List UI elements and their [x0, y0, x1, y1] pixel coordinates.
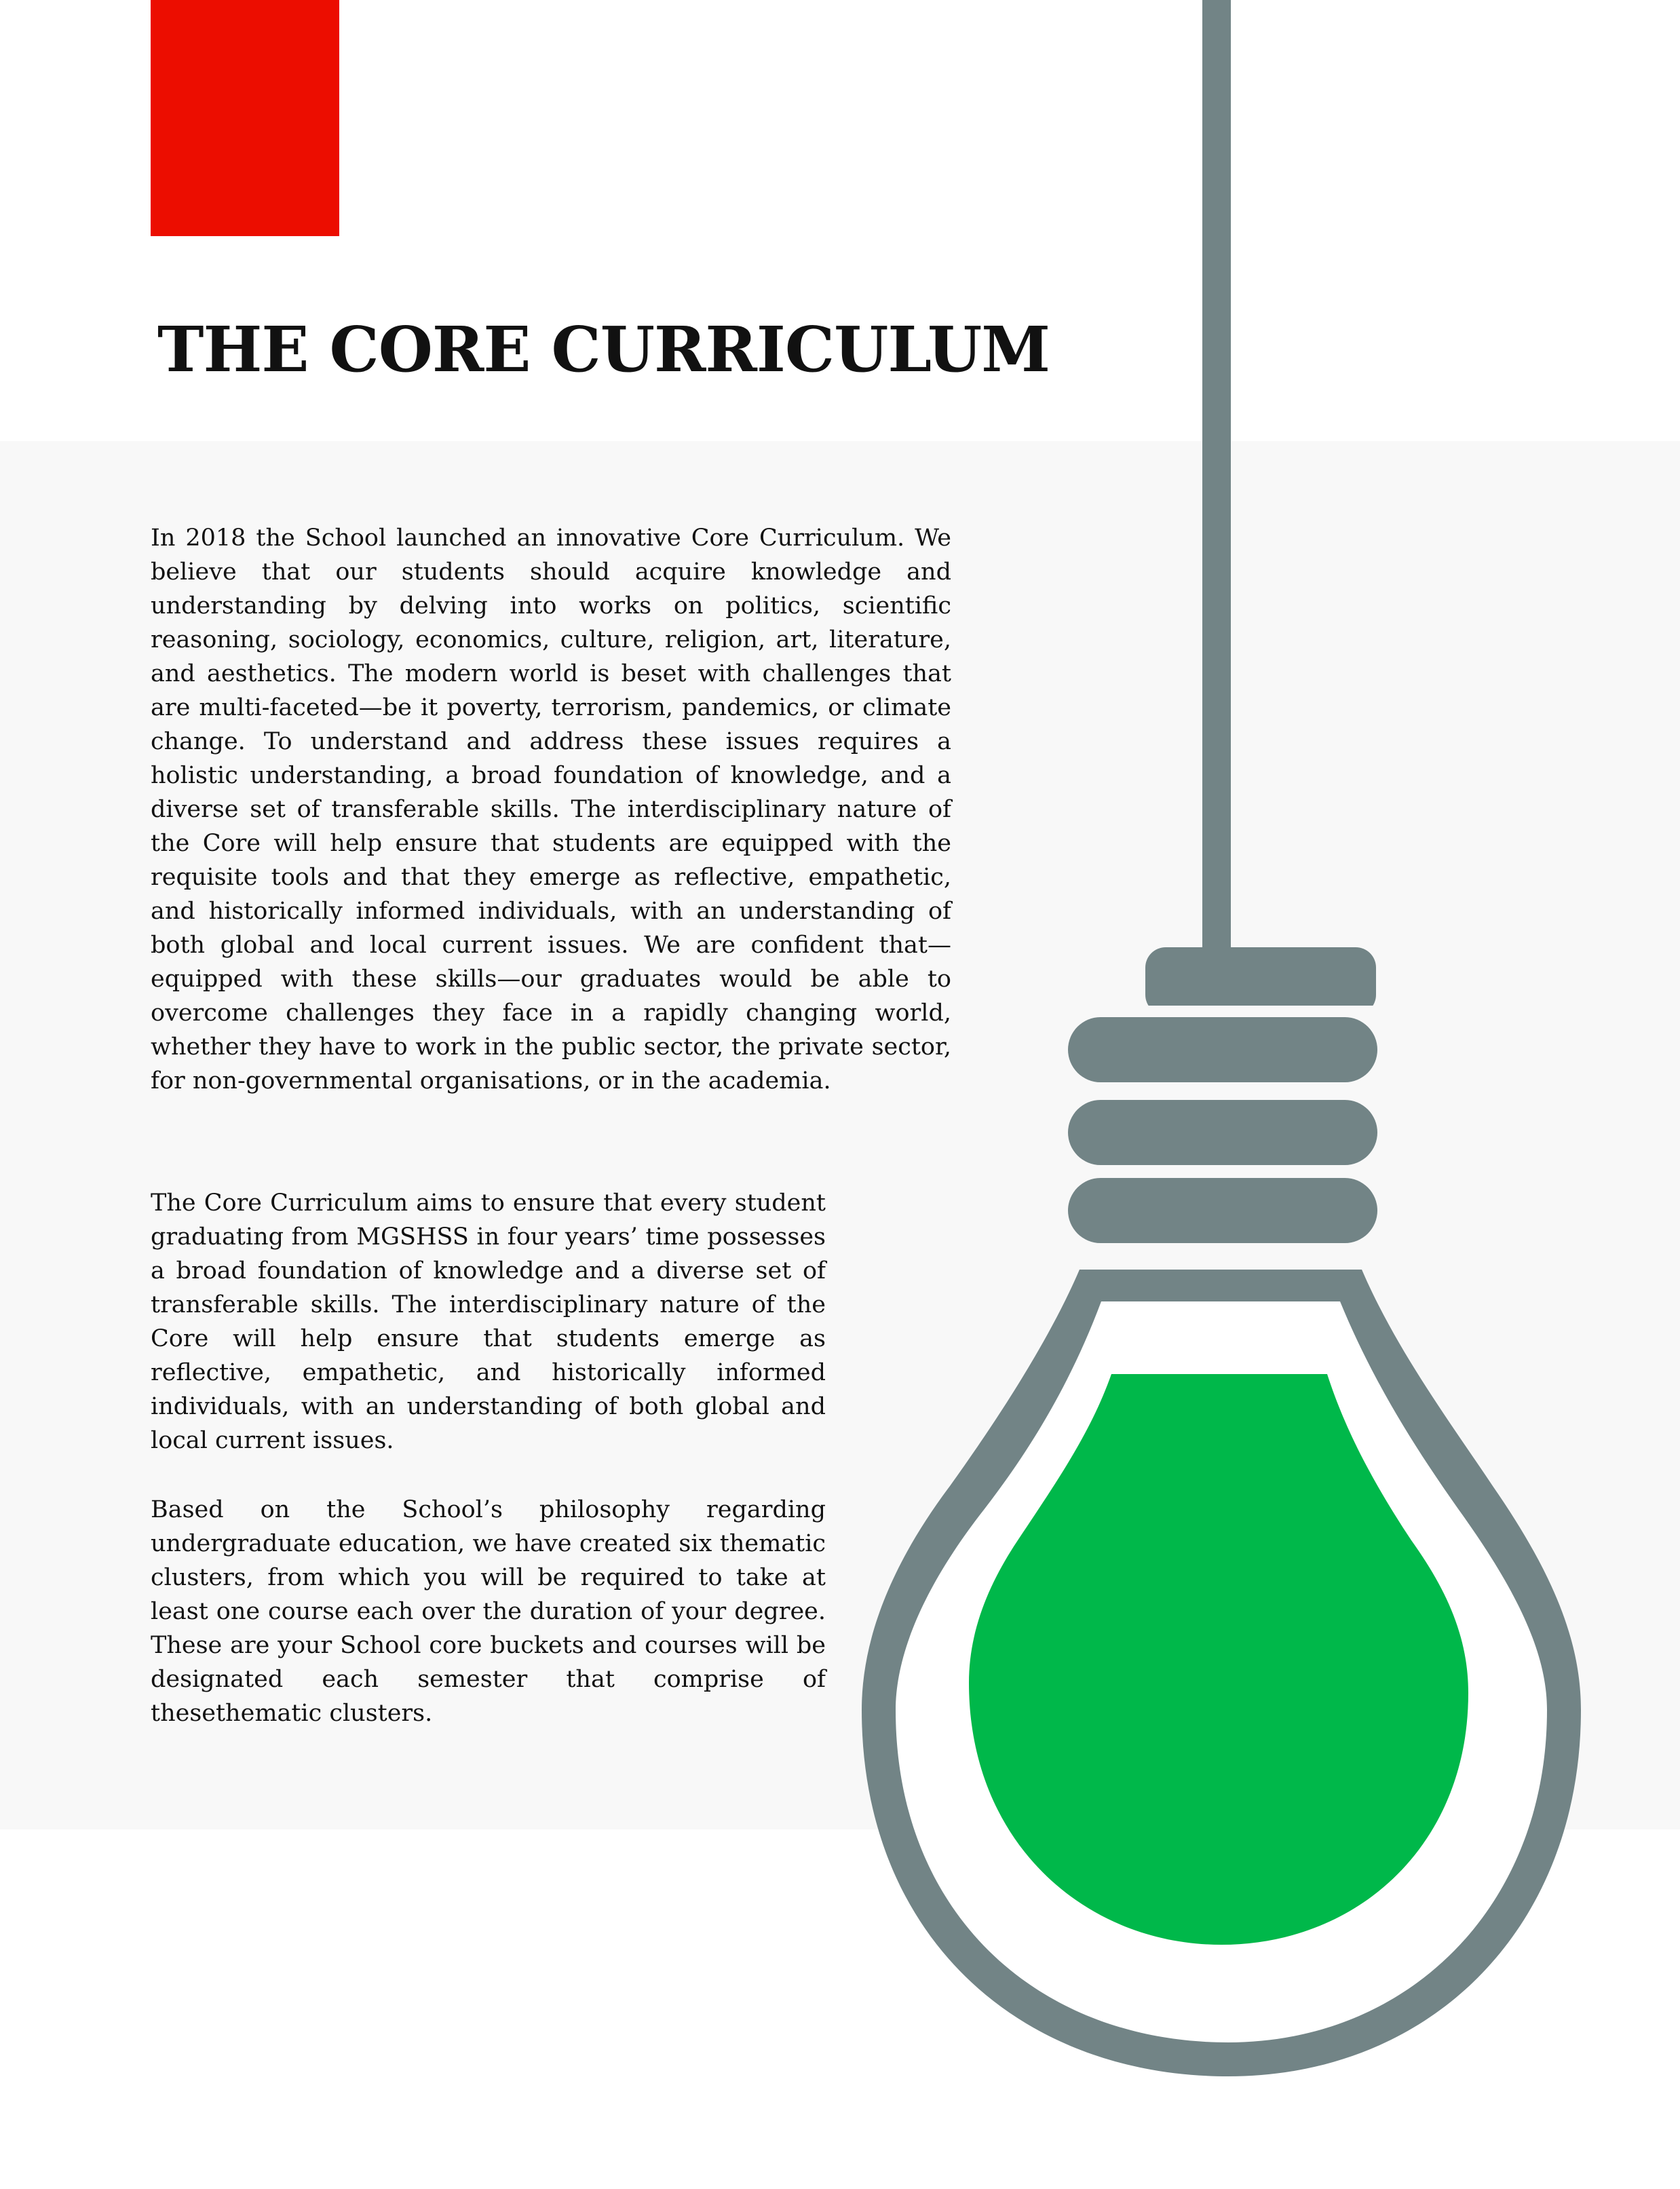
intro-paragraph: In 2018 the School launched an innovative Core Curriculum. We believe that our students should acquire knowledge and understanding by delving into works on politics, scientific reasoning, sociology, economics, culture, religion, art, literature, and aesthetics. The modern world is beset with challenges that are multi-faceted—be it poverty, terrorism, pandemics, or climate change. To understand and address these issues requires a holistic understanding, a broad foundation of knowledge, and a diverse set of transferable skills. The interdisciplinary nature of the Core will help ensure that students are equipped with the requisite tools and that they emerge as reflective, empathetic, and historically informed individuals, with an understanding of both global and local current issues. We are confident that—equipped with these skills—our graduates would be able to overcome challenges they face in a rapidly changing world, whether they have to work in the public sector, the private sector, for non-governmental organisations, or in the academia.: [151, 525, 951, 1094]
lightbulb-cap-mask: [1140, 1006, 1384, 1016]
page-title: THE CORE CURRICULUM: [157, 313, 1050, 386]
lightbulb-cap: [1145, 947, 1376, 1015]
aims-paragraph: The Core Curriculum aims to ensure that every student graduating from MGSHSS in four years’ time possesses a broad foundation of knowledge and a diverse set of transferable skills. The interdisciplinary nature of the Core will help ensure that students emerge as reflective, empathetic, and historically informed individuals, with an understanding of both global and local current issues.: [151, 1189, 826, 1454]
clusters-paragraph: Based on the School’s philosophy regarding undergraduate education, we have created six thematic clusters, from which you will be required to take at least one course each over the duration of your degree. These are your School core buckets and courses will be designated each semester that comprise of thesethematic clusters.: [151, 1496, 826, 1727]
lightbulb-screw-band: [1068, 1100, 1377, 1165]
lightbulb-cord: [1202, 0, 1231, 957]
lightbulb-screw-band: [1068, 1178, 1377, 1243]
lightbulb-screw-band: [1068, 1017, 1377, 1082]
